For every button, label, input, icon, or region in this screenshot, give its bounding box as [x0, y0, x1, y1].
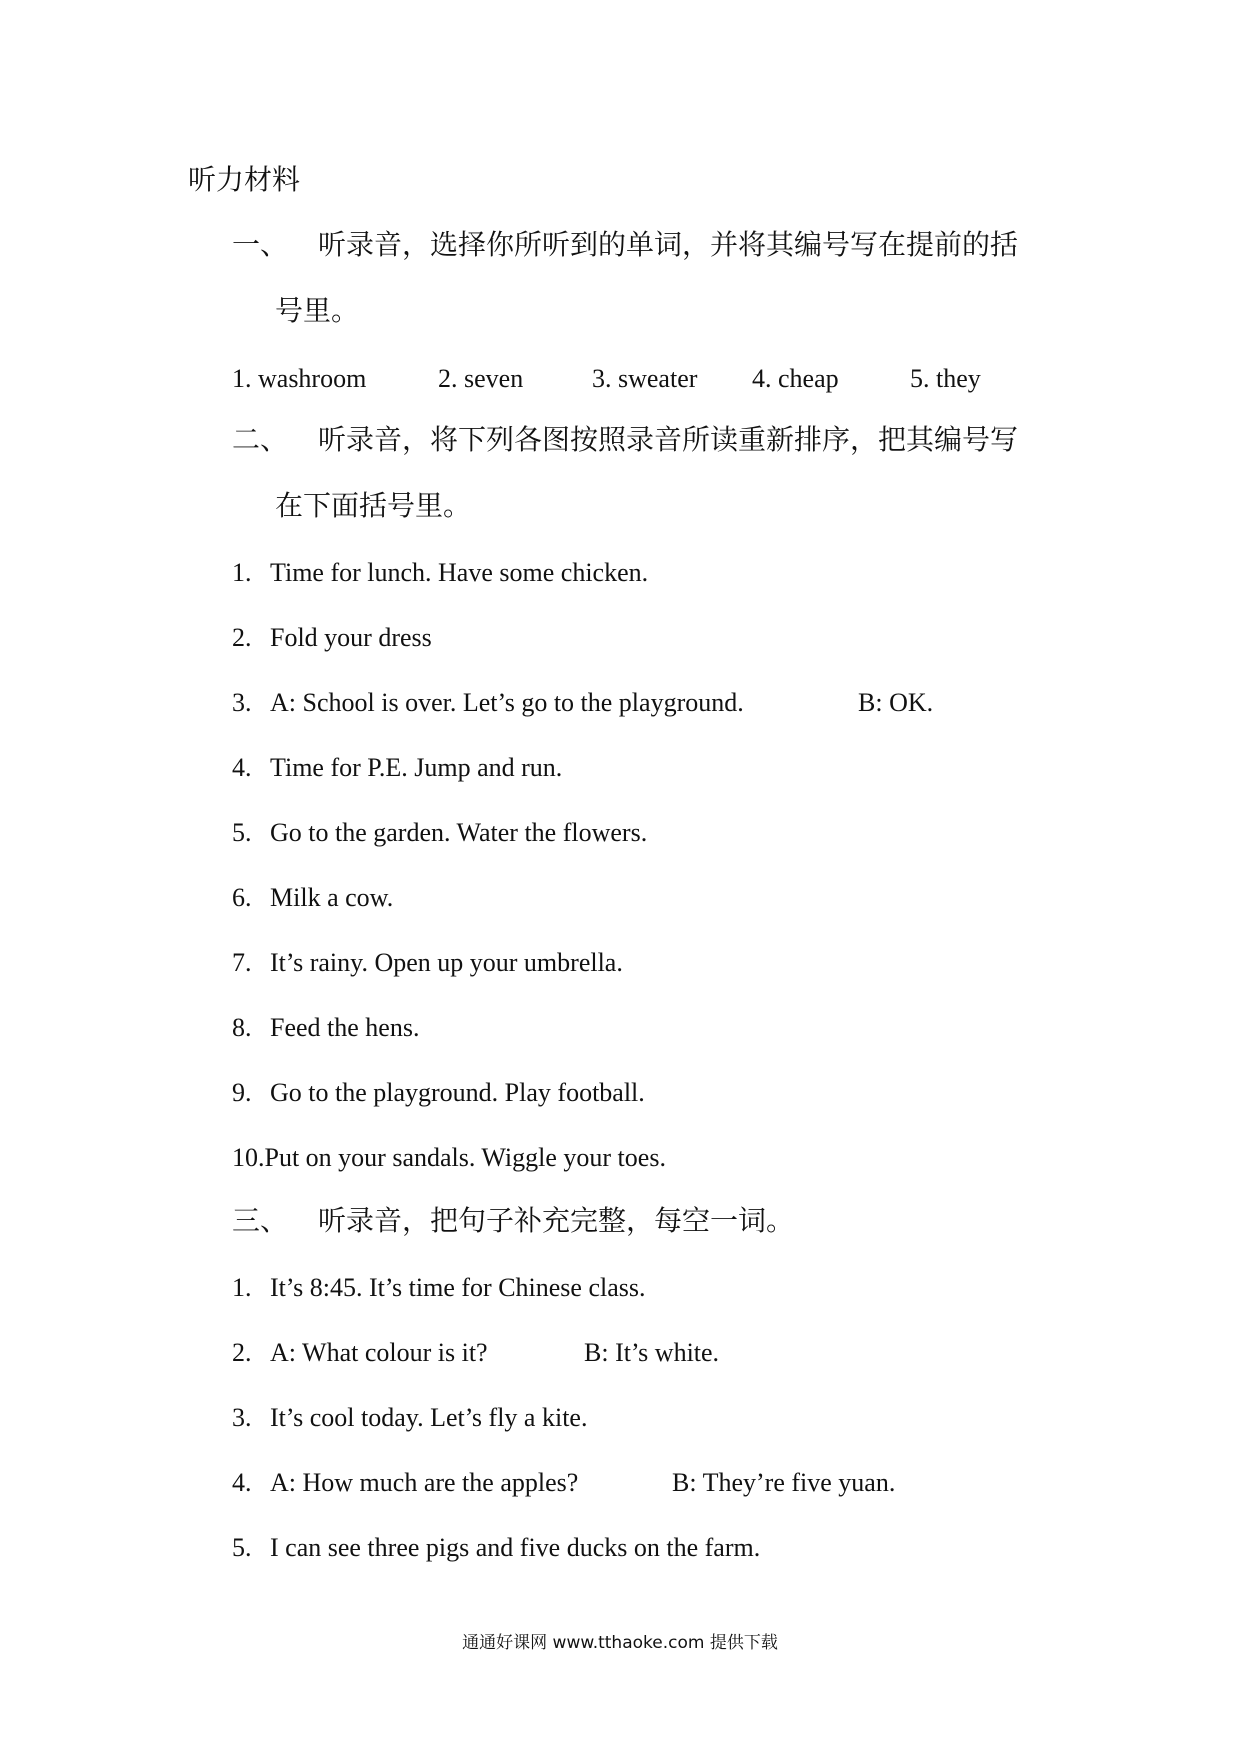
list-item: It’s cool today. Let’s fly a kite. — [270, 1403, 588, 1432]
list-item: Feed the hens. — [270, 1013, 420, 1042]
section-1-instruction: 听录音，选择你所听到的单词，并将其编号写在提前的括 — [318, 230, 1019, 261]
section-2-instruction-cont: 在下面括号里。 — [275, 491, 472, 522]
section-3-number: 三、 — [232, 1206, 289, 1237]
list-item: A: How much are the apples? — [270, 1468, 579, 1497]
list-item: Time for lunch. Have some chicken. — [270, 558, 649, 587]
word-item: 3. sweater — [592, 364, 698, 393]
word-item: 4. cheap — [752, 364, 839, 393]
page-footer: 通通好课网 www.tthaoke.com 提供下载 — [462, 1633, 778, 1653]
list-item: A: School is over. Let’s go to the playground. — [270, 688, 744, 717]
list-item-number: 2. — [232, 1338, 252, 1367]
list-item-number: 1. — [232, 558, 252, 587]
section-2-number: 二、 — [232, 425, 289, 456]
list-item-number: 1. — [232, 1273, 252, 1302]
list-item-number: 5. — [232, 818, 252, 847]
list-item: Go to the garden. Water the flowers. — [270, 818, 648, 847]
list-item: I can see three pigs and five ducks on the farm. — [270, 1533, 761, 1562]
list-item-number: 4. — [232, 1468, 252, 1497]
list-item-number: 3. — [232, 1403, 252, 1432]
list-item-number: 4. — [232, 753, 252, 782]
list-item-number: 5. — [232, 1533, 252, 1562]
list-item: It’s rainy. Open up your umbrella. — [270, 948, 623, 977]
list-item: 10.Put on your sandals. Wiggle your toes. — [232, 1143, 666, 1172]
list-item-answer: B: OK. — [858, 688, 934, 717]
list-item: Milk a cow. — [270, 883, 394, 912]
word-item: 1. washroom — [232, 364, 367, 393]
list-item: Fold your dress — [270, 623, 432, 652]
list-item-number: 8. — [232, 1013, 252, 1042]
list-item: Time for P.E. Jump and run. — [270, 753, 563, 782]
section-2-instruction: 听录音，将下列各图按照录音所读重新排序，把其编号写 — [318, 425, 1019, 456]
section-3-instruction: 听录音，把句子补充完整，每空一词。 — [318, 1206, 795, 1237]
page-title: 听力材料 — [188, 165, 301, 196]
list-item: A: What colour is it? — [270, 1338, 488, 1367]
word-item: 2. seven — [438, 364, 524, 393]
list-item-number: 6. — [232, 883, 252, 912]
list-item: It’s 8:45. It’s time for Chinese class. — [270, 1273, 646, 1302]
list-item: Go to the playground. Play football. — [270, 1078, 645, 1107]
list-item-number: 9. — [232, 1078, 252, 1107]
word-item: 5. they — [910, 364, 981, 393]
list-item-answer: B: It’s white. — [584, 1338, 720, 1367]
list-item-number: 3. — [232, 688, 252, 717]
list-item-answer: B: They’re five yuan. — [672, 1468, 896, 1497]
list-item-number: 2. — [232, 623, 252, 652]
list-item-number: 7. — [232, 948, 252, 977]
section-1-instruction-cont: 号里。 — [275, 296, 360, 327]
section-1-number: 一、 — [232, 230, 289, 261]
